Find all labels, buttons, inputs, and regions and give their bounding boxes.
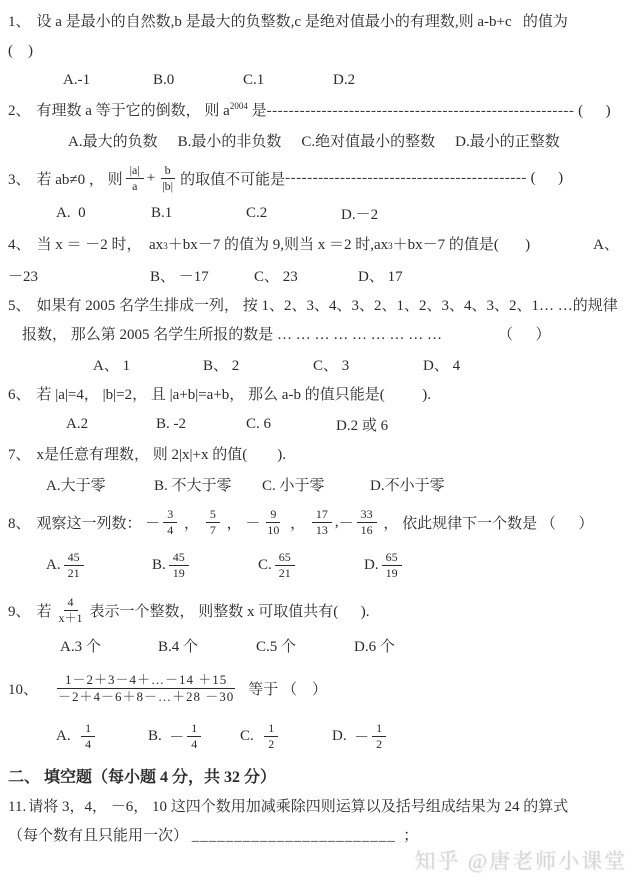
paren-blank: ( ) [526,169,564,186]
fraction-numerator: 3 [163,507,177,522]
question-8-options [8,543,633,587]
question-10-number: 10、 [8,681,39,698]
question-5-stem [8,292,633,321]
fraction-denominator: 4 [191,736,198,751]
option-a: A.-1 [63,72,91,88]
fraction-denominator: 7 [209,522,216,537]
option-d: D、 4 [423,358,461,374]
option-d: D.不小于零 [370,478,445,494]
option-b [152,550,258,580]
fraction [264,721,278,751]
option-b: B、 2 [203,358,240,374]
option-d: D.6 个 [354,639,395,655]
option-d: D.2 或 6 [336,418,389,434]
fraction-numerator: |a| [126,163,144,178]
fraction [81,721,95,751]
option-d: D、 17 [358,269,403,285]
section-2-header: 二、 填空题（每小题 4 分，共 32 分） [8,769,277,786]
question-4-text-mid: ＋bx－7 的值为 9,则当 x ＝2 时,ax [167,237,389,253]
fraction-denominator: 13 [315,522,328,537]
dotted-leader: -------------------------------------------------------- [266,103,575,119]
question-3 [8,157,633,228]
option-a: A.大于零 [46,478,106,494]
fraction-denominator: a [132,178,138,193]
question-3-text: 若 ab≠0 ， 则 [36,171,123,188]
question-4-options [8,261,633,290]
fraction-denominator: 4 [167,522,174,537]
question-9-text-cont: 表示一个整数， 则整数 x 可取值共有( ). [89,603,370,620]
question-5-options [8,350,633,379]
question-9-options [8,631,633,660]
fraction [169,550,189,580]
fraction-denominator: 2 [376,736,383,751]
option-label: B. [152,556,166,573]
fraction-denominator: 19 [385,565,398,580]
option-b: B.1 [151,205,173,221]
paren-blank: ( ) [574,103,611,119]
question-3-options [8,199,633,228]
question-11-text: 请将 3，4， －6， 10 这四个数用加减乘除四则运算以及括号组成结果为 24 的算式 [28,799,569,815]
option-a: A. 0 [56,205,86,221]
question-7-text: x是任意有理数， 则 2|x|+x 的值( ). [36,447,286,463]
fraction-denominator: 21 [67,565,80,580]
fraction [64,550,84,580]
fraction-numerator: 1 [81,721,95,736]
option-label: B. [148,727,170,744]
question-2 [8,97,633,155]
fraction-numerator: 1－2＋3－4＋…－14 ＋15 [57,672,235,689]
question-9-text: 若 [36,603,52,620]
question-10-options [8,714,633,758]
fraction [382,550,402,580]
question-6-number: 6、 [8,387,31,403]
question-11 [8,793,633,851]
fraction-numerator: 4 [64,595,78,610]
fraction-denominator: 21 [278,565,291,580]
option-a-value: －23 [8,269,39,285]
question-6-stem [8,381,633,410]
question-3-stem [8,157,633,199]
comma: ， [180,515,203,532]
option-b: B.最小的非负数 [177,134,282,150]
question-4 [8,230,633,290]
option-a: A.最大的负数 [68,134,158,150]
fraction-numerator: b [161,163,175,178]
option-c: C、 3 [313,358,350,374]
fraction [55,595,87,625]
option-d [332,721,424,751]
zhihu-watermark: 知乎 @唐老师小课堂 [414,849,627,873]
fill-in-blank: ________________________ [191,828,396,844]
fraction-denominator: 10 [267,522,280,537]
comma: , [334,513,339,530]
question-6 [8,381,633,439]
question-11-number: 11. [8,799,27,815]
question-6-text: 若 |a|=4， |b|=2， 且 |a+b|=a+b， 那么 a-b 的值只能是( ). [36,387,431,403]
question-8 [8,501,633,587]
option-label: D. [332,727,355,744]
question-1-stem [8,8,633,37]
fraction [158,163,177,193]
fraction-denominator: 16 [360,522,373,537]
minus-sign: － [145,515,161,532]
question-7-number: 7、 [8,447,31,463]
question-2-number: 2、 [8,103,31,119]
question-1-options [8,66,633,95]
question-2-stem [8,97,633,126]
option-c [240,721,332,751]
fraction-numerator: 65 [382,550,402,565]
fraction-numerator: 45 [169,550,189,565]
fraction [187,721,201,751]
fraction-numerator: 5 [206,507,220,522]
question-7-stem [8,441,633,470]
question-8-text: 观察这一列数： [36,515,146,532]
fraction-numerator: 1 [187,721,201,736]
question-11-text-cont: （每个数有且只能用一次） [8,828,192,844]
semicolon: ； [395,828,419,844]
option-c: C.绝对值最小的整数 [301,134,436,150]
option-a-label: A、 [593,237,619,253]
question-6-options [8,410,633,439]
fraction-numerator: 33 [357,507,377,522]
question-2-text: 有理数 a 等于它的倒数， 则 a [36,103,230,119]
fraction-numerator: 65 [275,550,295,565]
question-7-options [8,470,633,499]
option-label: A. [56,727,79,744]
option-label: C. [258,556,272,573]
question-9-number: 9、 [8,603,31,620]
fraction-denominator: －2＋4－6＋8－…＋28 －30 [58,688,235,704]
option-c: C.1 [243,72,265,88]
question-1 [8,8,633,95]
question-4-text-cont: ＋bx－7 的值是( ) [392,237,531,253]
option-b: B.4 个 [158,639,199,655]
option-a: A.3 个 [60,639,101,655]
option-a: A.2 [66,416,89,432]
question-5-text: 如果有 2005 名学生排成一列， 按 1、2、3、4、3、2、1、2、3、4、3、2、1… …的规律 [36,298,618,314]
question-9-stem [8,589,633,631]
question-3-number: 3、 [8,171,31,188]
option-label: D. [364,556,379,573]
question-9 [8,589,633,660]
fraction [312,507,332,537]
fraction [357,507,377,537]
question-10-stem [8,662,633,714]
question-8-text-cont: ， 依此规律下一个数是 [379,515,538,532]
fraction-denominator: 4 [85,736,92,751]
question-3-text-cont: 的取值不可能是 [180,171,286,188]
option-b: B. 不大于零 [154,478,232,494]
question-10 [8,662,633,758]
minus-sign: － [338,515,354,532]
option-c: C、 23 [254,269,298,285]
question-4-stem: 4、 当 x ＝ －2 时， ax 3 ＋bx－7 的值为 9,则当 x ＝2 时,ax 3 ＋bx－7 的值是( ) A、 [8,230,633,261]
question-2-text-cont: 是 [247,103,267,119]
option-label: C. [240,727,262,744]
option-d [364,550,470,580]
fraction-numerator: 45 [64,550,84,565]
option-a: A、 1 [93,358,131,374]
comma: ， [222,515,246,532]
fraction-denominator: x＋1 [58,610,83,625]
minus-sign: － [354,729,370,746]
question-1-text: 设 a 是最小的自然数,b 是最大的负整数,c 是绝对值最小的有理数,则 a-b+c 的值为 [36,14,568,30]
fraction [50,672,242,704]
option-d: D.2 [333,72,356,88]
question-2-options [8,126,633,155]
dotted-leader: -------------------------------------------- [285,169,527,186]
paren-blank: ( ) [8,43,33,59]
option-b: B. -2 [156,416,186,432]
option-a [46,550,152,580]
option-a [56,721,148,751]
question-8-stem [8,501,633,543]
question-4-number: 4、 [8,237,31,253]
question-1-number: 1、 [8,14,31,30]
plus-sign: + [146,169,156,186]
question-4-text: 当 x ＝ －2 时， ax [36,237,164,253]
question-8-number: 8、 [8,515,31,532]
question-7 [8,441,633,499]
option-d: D.最小的正整数 [455,134,560,150]
question-11-stem [8,793,633,822]
option-c: C. 6 [246,416,272,432]
fraction [206,507,220,537]
question-1-answer-paren [8,37,633,66]
option-b [148,721,240,751]
comma: ， [286,515,309,532]
minus-sign: － [245,515,261,532]
option-c: C.2 [246,205,268,221]
paren-blank: （ ） [537,515,594,532]
option-c: C.5 个 [256,639,297,655]
fraction [263,507,283,537]
fraction [126,163,144,193]
question-5-text-cont: 报数， 那么第 2005 名学生所报的数是 … … … … … … … … … [22,327,443,343]
option-d: D.－2 [341,207,379,223]
fraction-denominator: |b| [162,178,174,193]
minus-sign: － [169,729,185,746]
fraction [372,721,386,751]
fraction-numerator: 1 [372,721,386,736]
fraction-denominator: 19 [172,565,185,580]
option-b: B、 －17 [150,269,209,285]
question-5-number: 5、 [8,298,31,314]
option-b: B.0 [153,72,175,88]
option-c [258,550,364,580]
question-5 [8,292,633,379]
paren-blank: （ ） [498,327,551,343]
fraction [275,550,295,580]
exponent: 2004 [229,101,248,111]
question-5-stem-line2 [8,321,633,350]
fraction-numerator: 17 [312,507,332,522]
fraction [163,507,177,537]
option-label: A. [46,556,61,573]
option-c: C. 小于零 [262,478,325,494]
fraction-numerator: 1 [264,721,278,736]
fraction-denominator: 2 [268,736,275,751]
fraction-numerator: 9 [266,507,280,522]
question-10-text: 等于 （ ） [248,681,328,698]
